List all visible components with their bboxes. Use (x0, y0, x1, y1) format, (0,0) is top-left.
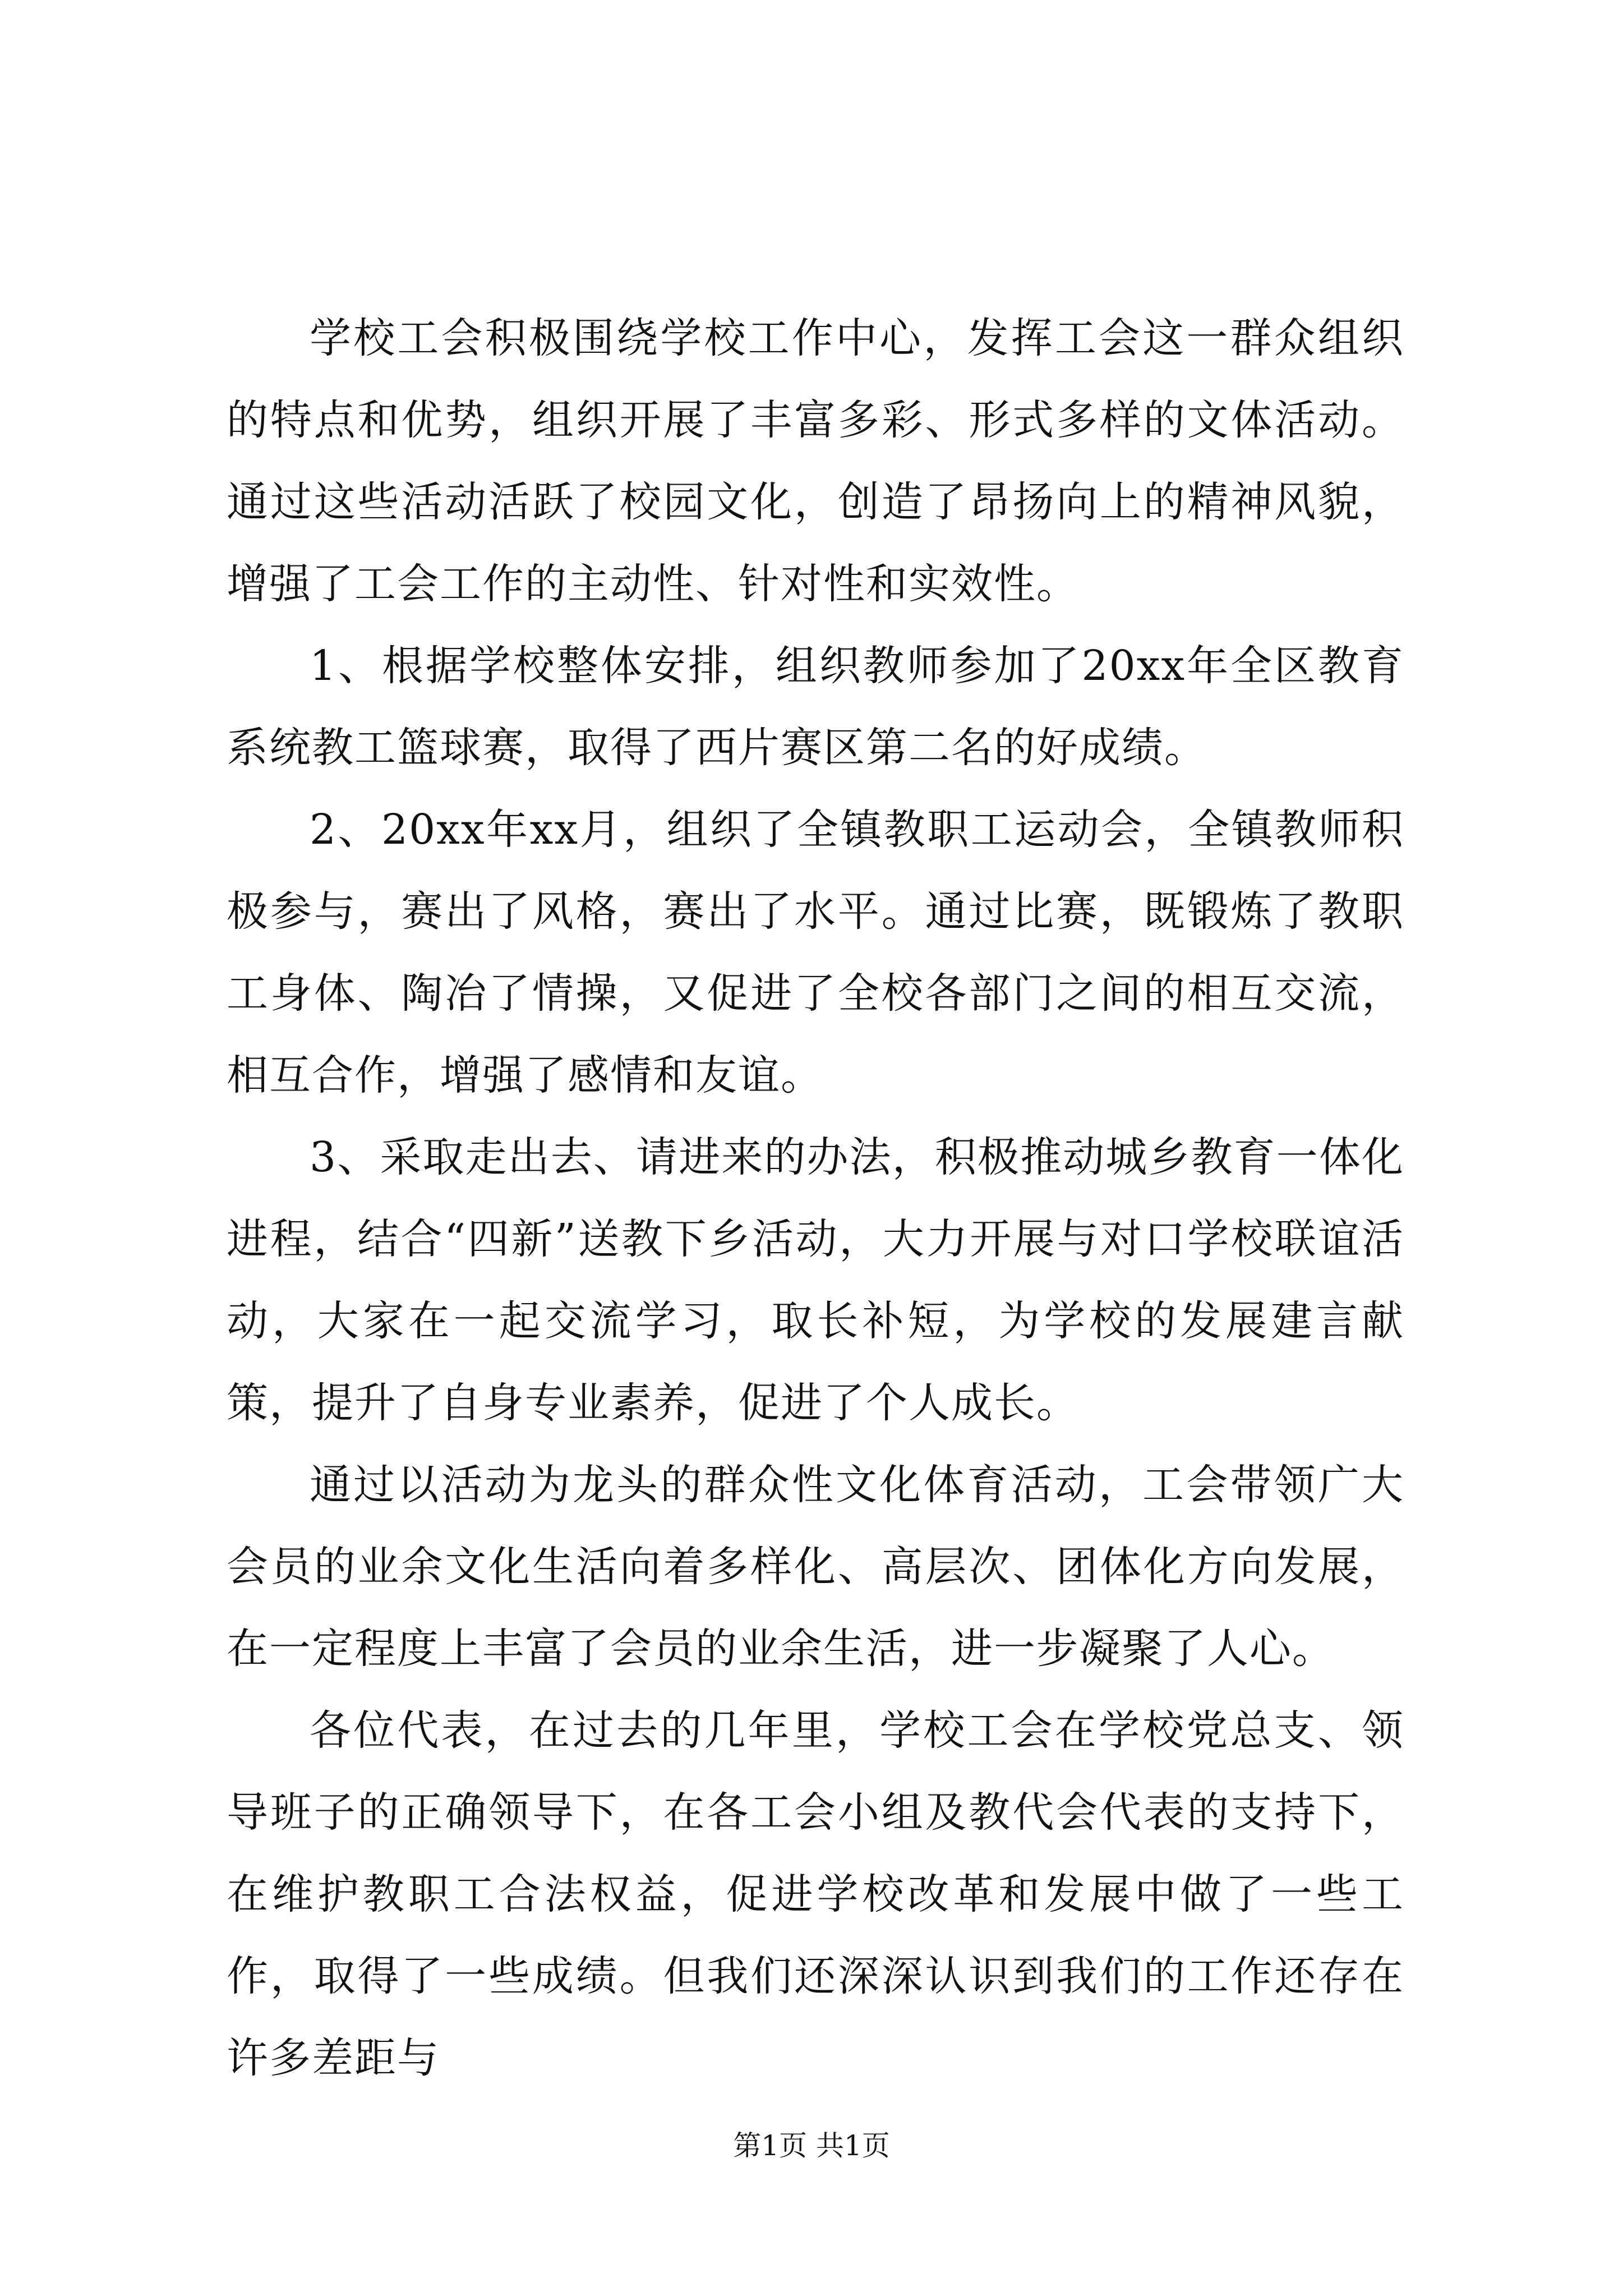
paragraph-closing: 各位代表，在过去的几年里，学校工会在学校党总支、领导班子的正确领导下，在各工会小组及教代会代表的支持下，在维护教职工合法权益，促进学校改革和发展中做了一些工作，取得了一些成绩。但我们还深深认识到我们的工作还存在许多差距与 (227, 1706, 1404, 2082)
paragraph-summary: 通过以活动为龙头的群众性文化体育活动，工会带领广大会员的业余文化生活向着多样化、高层次、团体化方向发展，在一定程度上丰富了会员的业余生活，进一步凝聚了人心。 (227, 1461, 1404, 1673)
page-footer: 第1页 共1页 (733, 2129, 890, 2162)
document-body (227, 297, 1404, 2099)
paragraph-item-3: 3、采取走出去、请进来的办法，积极推动城乡教育一体化进程，结合“四新”送教下乡活动，大力开展与对口学校联谊活动，大家在一起交流学习，取长补短，为学校的发展建言献策，提升了自身专业素养，促进了个人成长。 (227, 1133, 1404, 1427)
paragraph-item-1: 1、根据学校整体安排，组织教师参加了20xx年全区教育系统教工篮球赛，取得了西片赛区第二名的好成绩。 (227, 642, 1404, 772)
paragraph-item-2: 2、20xx年xx月，组织了全镇教职工运动会，全镇教师积极参与，赛出了风格，赛出了水平。通过比赛，既锻炼了教职工身体、陶冶了情操，又促进了全校各部门之间的相互交流，相互合作，增强了感情和友谊。 (227, 806, 1404, 1099)
paragraph-intro: 学校工会积极围绕学校工作中心，发挥工会这一群众组织的特点和优势，组织开展了丰富多彩、形式多样的文体活动。通过这些活动活跃了校园文化，创造了昂扬向上的精神风貌，增强了工会工作的主动性、针对性和实效性。 (227, 314, 1404, 608)
